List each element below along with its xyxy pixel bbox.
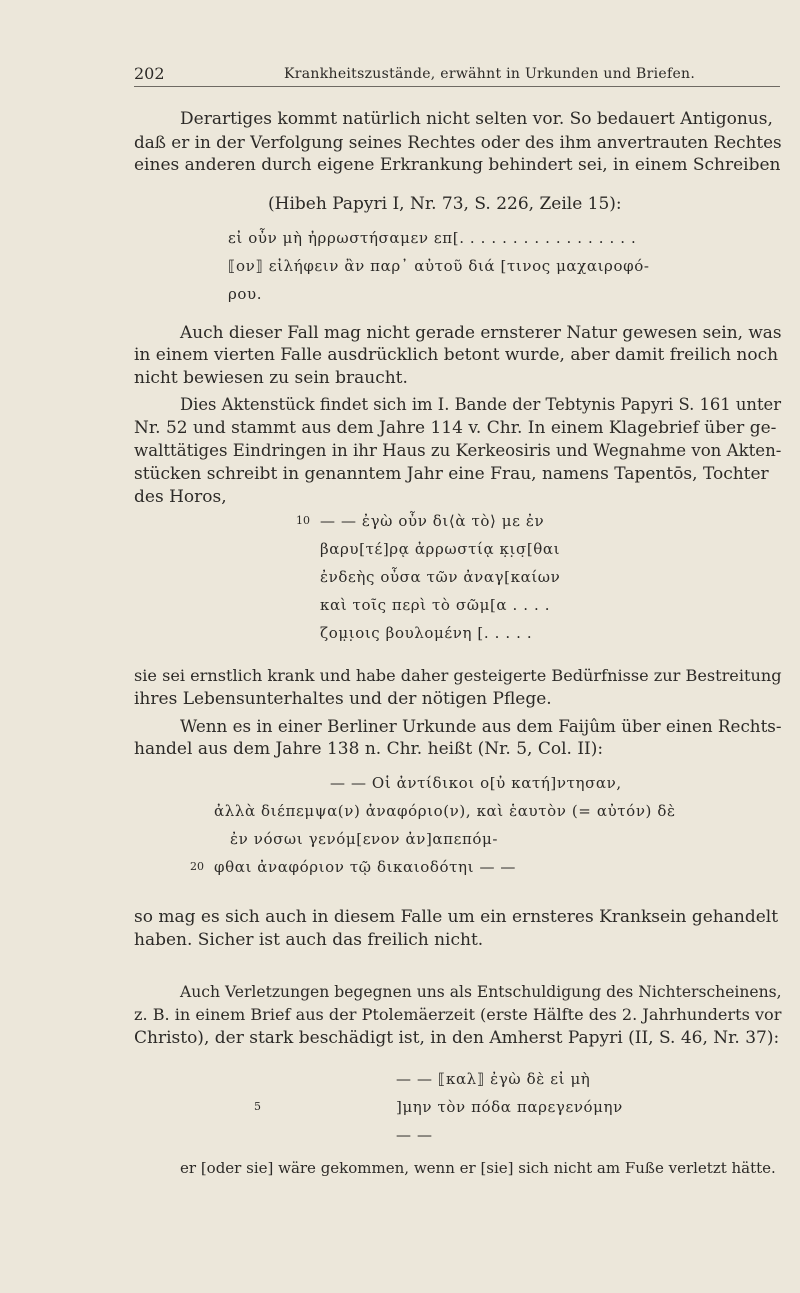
text-line: stücken schreibt in genanntem Jahr eine Frau, namens Tapentōs, Tochter [134,464,769,484]
text-line: z. B. in einem Brief aus der Ptolemäerzeit (erste Hälfte des 2. Jahrhunderts vor [134,1005,782,1024]
text-line: sie sei ernstlich krank und habe daher gesteigerte Bedürfnisse zur Bestreitung [134,666,782,685]
text-line: Derartiges kommt natürlich nicht selten vor. So bedauert Antigonus, [180,109,773,129]
greek-line: καὶ τοῖς περὶ τὸ σῶμ[α . . . . [320,596,551,614]
line-number: 20 [190,860,204,873]
line-number: 10 [296,514,310,527]
page-number: 202 [134,64,165,83]
text-line: Wenn es in einer Berliner Urkunde aus dem Faijûm über einen Rechts- [180,716,782,736]
greek-line: — — ⟦καλ⟧ ἐγὼ δὲ εἰ μὴ [396,1070,591,1088]
text-line: nicht bewiesen zu sein braucht. [134,368,408,388]
text-line: daß er in der Verfolgung seines Rechtes oder des ihm anvertrauten Rechtes [134,132,782,152]
text-line: Christo), der stark beschädigt ist, in den Amherst Papyri (II, S. 46, Nr. 37): [134,1028,780,1048]
greek-line: εἰ οὖν μὴ ἠρρωστήσαμεν επ[. . . . . . . . . . . . . . . . . [228,229,637,247]
greek-line: — — [396,1126,433,1144]
page-header [134,64,780,87]
text-line: Nr. 52 und stammt aus dem Jahre 114 v. Chr. In einem Klagebrief über ge- [134,418,777,438]
greek-line: φθαι ἀναφόριον τῷ δικαιοδότηι — — [214,858,517,876]
text-line: Dies Aktenstück findet sich im I. Bande der Tebtynis Papyri S. 161 unter [180,395,782,414]
text-line: Auch dieser Fall mag nicht gerade ernsterer Natur gewesen sein, was [180,322,782,342]
greek-line: ζομ̣ι̣οις βουλομένη [. . . . . [320,624,533,642]
text-line: eines anderen durch eigene Erkrankung behindert sei, in einem Schreiben [134,155,781,175]
text-line: handel aus dem Jahre 138 n. Chr. heißt (Nr. 5, Col. II): [134,739,604,759]
running-title: Krankheitszustände, erwähnt in Urkunden und Briefen. [284,66,696,82]
greek-line: — — ἐγὼ οὖν δι⟨ὰ τὸ⟩ με ἐν [320,512,545,530]
greek-line: ἀλλὰ διέπεμψα(ν) ἀναφόριο(ν), καὶ ἑαυτὸν (= αὐτόν) δὲ [214,802,676,820]
translation-line: er [oder sie] wäre gekommen, wenn er [sie] sich nicht am Fuße verletzt hätte. [180,1159,776,1177]
greek-line: ]μην τὸν πόδα παρεγενόμην [396,1098,623,1116]
citation-line: (Hibeh Papyri I, Nr. 73, S. 226, Zeile 15): [268,194,622,214]
line-number: 5 [254,1100,261,1113]
greek-line: ρου. [228,285,263,303]
text-line: so mag es sich auch in diesem Falle um ein ernsteres Kranksein gehandelt [134,907,779,927]
text-line: des Horos, [134,487,227,507]
greek-line: — — Οἱ ἀντίδικοι ο[ὐ κατή]ντησαν, [330,774,622,792]
text-line: ihres Lebensunterhaltes und der nötigen Pflege. [134,689,552,709]
text-line: haben. Sicher ist auch das freilich nicht. [134,930,484,950]
text-line: Auch Verletzungen begegnen uns als Entschuldigung des Nichterscheinens, [180,983,782,1001]
greek-line: ἐν νόσωι γενόμ[ενον ἀν]απεπόμ- [230,830,499,848]
text-line: walttätiges Eindringen in ihr Haus zu Kerkeosiris und Wegnahme von Akten- [134,441,782,460]
greek-line: βαρυ[τέ]ρᾳ ἀρρωστίᾳ κ̣ι̣σ̣[θαι [320,540,561,558]
greek-line: ⟦ον⟧ εἰλήφειν ἂν παρ᾽ αὐτοῦ διά [τινος μαχαιροφό- [228,257,650,275]
text-line: in einem vierten Falle ausdrücklich betont wurde, aber damit freilich noch [134,345,779,365]
greek-line: ἐνδεὴς οὖσα τῶν ἀναγ[καίων [320,568,561,586]
